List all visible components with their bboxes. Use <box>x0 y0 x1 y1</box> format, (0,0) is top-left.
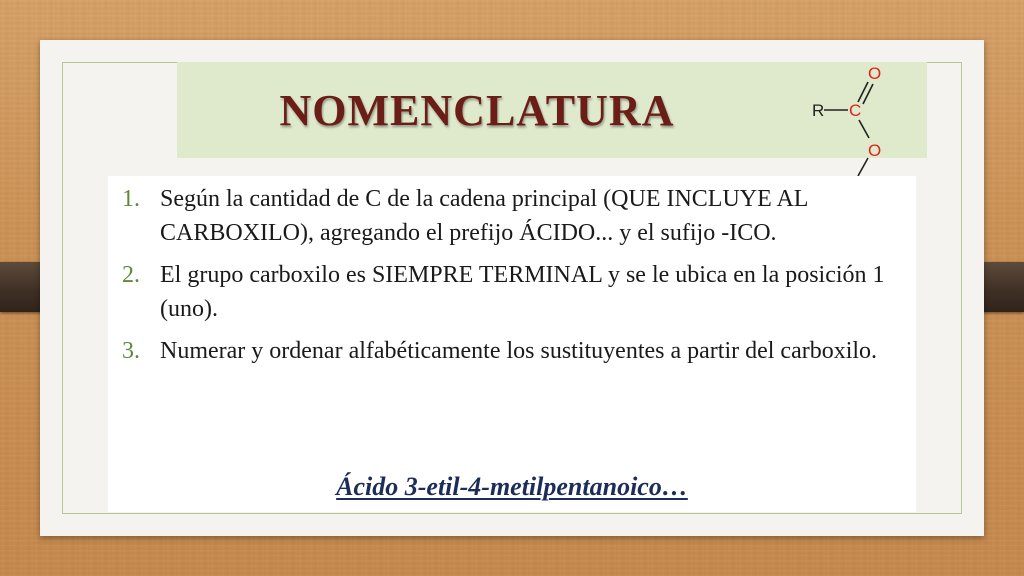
rule-item <box>122 258 902 326</box>
atom-o-hydroxyl: O <box>868 141 882 160</box>
double-bond-c-o-1 <box>858 82 868 102</box>
rules-list <box>122 182 902 376</box>
bond-c-o <box>859 120 869 138</box>
rule-item <box>122 334 902 368</box>
rule-item <box>122 182 902 250</box>
atom-c: C <box>849 101 862 120</box>
rule-text: El grupo carboxilo es SIEMPRE TERMINAL y se le ubica en la posición 1 (uno). <box>160 262 885 322</box>
content-box <box>108 176 916 512</box>
slide-title: NOMENCLATURA <box>279 85 675 135</box>
rule-number: 2. <box>122 262 140 288</box>
example-compound-name: Ácido 3-etil-4-metilpentanoico… <box>336 472 688 501</box>
rule-text: Numerar y ordenar alfabéticamente los sustituyentes a partir del carboxilo. <box>160 338 878 364</box>
atom-r: R <box>812 101 825 120</box>
rule-number: 3. <box>122 338 140 364</box>
double-bond-c-o-2 <box>863 84 873 104</box>
rule-number: 1. <box>122 186 140 212</box>
rule-text: Según la cantidad de C de la cadena principal (QUE INCLUYE AL CARBOXILO), agregando el prefijo ÁCIDO... y el sufijo -ICO. <box>160 186 808 246</box>
bond-o-h <box>858 158 868 176</box>
slide-board <box>40 40 984 536</box>
atom-o-carbonyl: O <box>868 64 882 83</box>
